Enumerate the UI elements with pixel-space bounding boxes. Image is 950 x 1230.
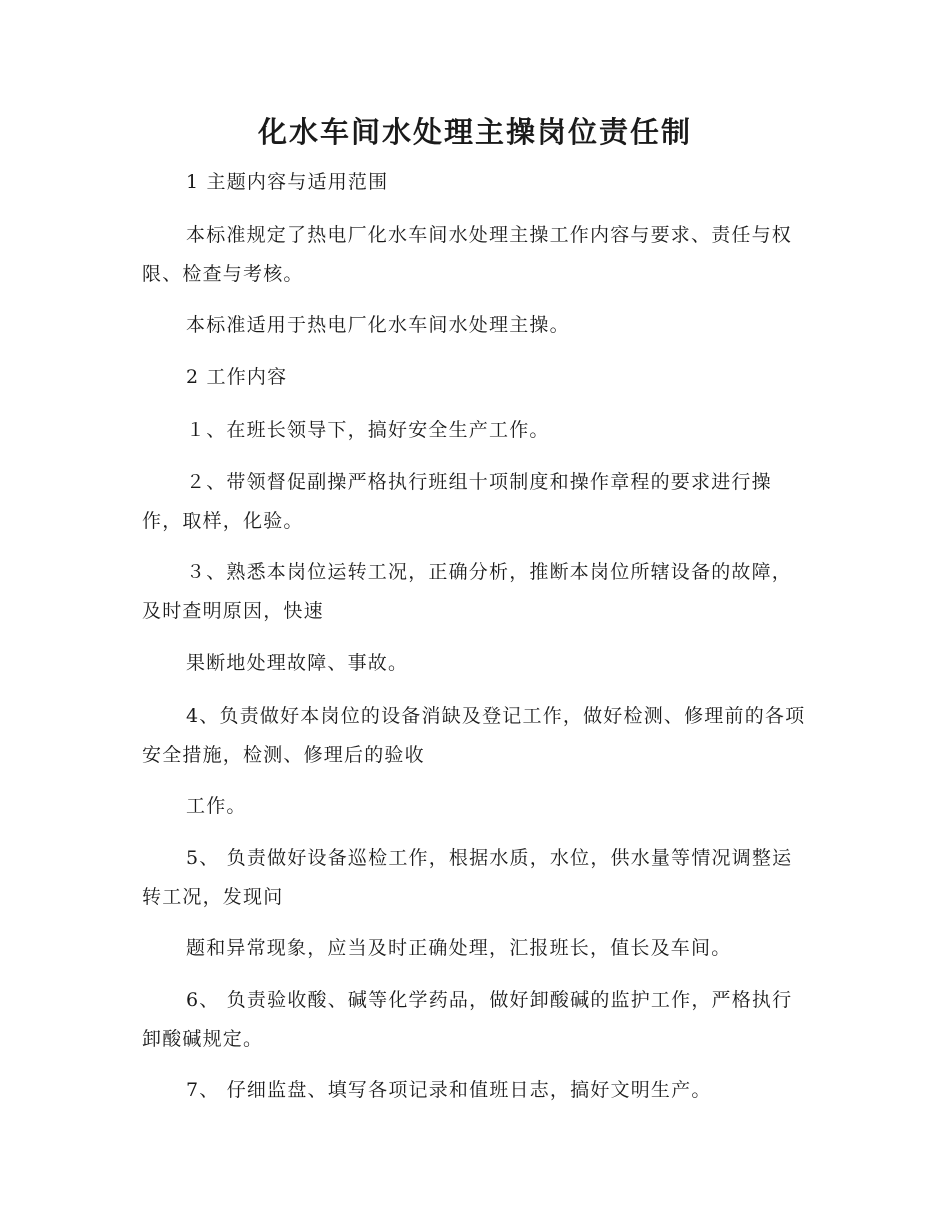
paragraph-scope: 本标准规定了热电厂化水车间水处理主操工作内容与要求、责任与权限、检查与考核。 (142, 224, 793, 285)
list-item-5: 5、 负责做好设备巡检工作，根据水质，水位，供水量等情况调整运转工况，发现问 (142, 847, 793, 908)
list-item-2: ２、带领督促副操严格执行班组十项制度和操作章程的要求进行操作，取样，化验。 (142, 471, 772, 532)
list-item-4: 4、负责做好本岗位的设备消缺及登记工作，做好检测、修理前的各项安全措施，检测、修理后的验收 (142, 705, 806, 766)
list-item-1: １、在班长领导下，搞好安全生产工作。 (186, 419, 550, 441)
list-item-3: ３、熟悉本岗位运转工况，正确分析，推断本岗位所辖设备的故障，及时查明原因，快速 (142, 561, 793, 622)
list-item-5-continuation: 题和异常现象，应当及时正确处理，汇报班长，值长及车间。 (186, 937, 732, 959)
list-item-7: 7、 仔细监盘、填写各项记录和值班日志，搞好文明生产。 (186, 1079, 712, 1101)
paragraph-applicability: 本标准适用于热电厂化水车间水处理主操。 (186, 314, 570, 336)
document-title: 化水车间水处理主操岗位责任制 (257, 115, 692, 149)
list-item-3-continuation: 果断地处理故障、事故。 (186, 652, 409, 674)
section1-heading: 1 主题内容与适用范围 (186, 171, 389, 193)
list-item-4-continuation: 工作。 (186, 795, 247, 817)
section2-heading: 2 工作内容 (186, 366, 288, 388)
list-item-6: 6、 负责验收酸、碱等化学药品，做好卸酸碱的监护工作，严格执行卸酸碱规定。 (142, 989, 793, 1050)
